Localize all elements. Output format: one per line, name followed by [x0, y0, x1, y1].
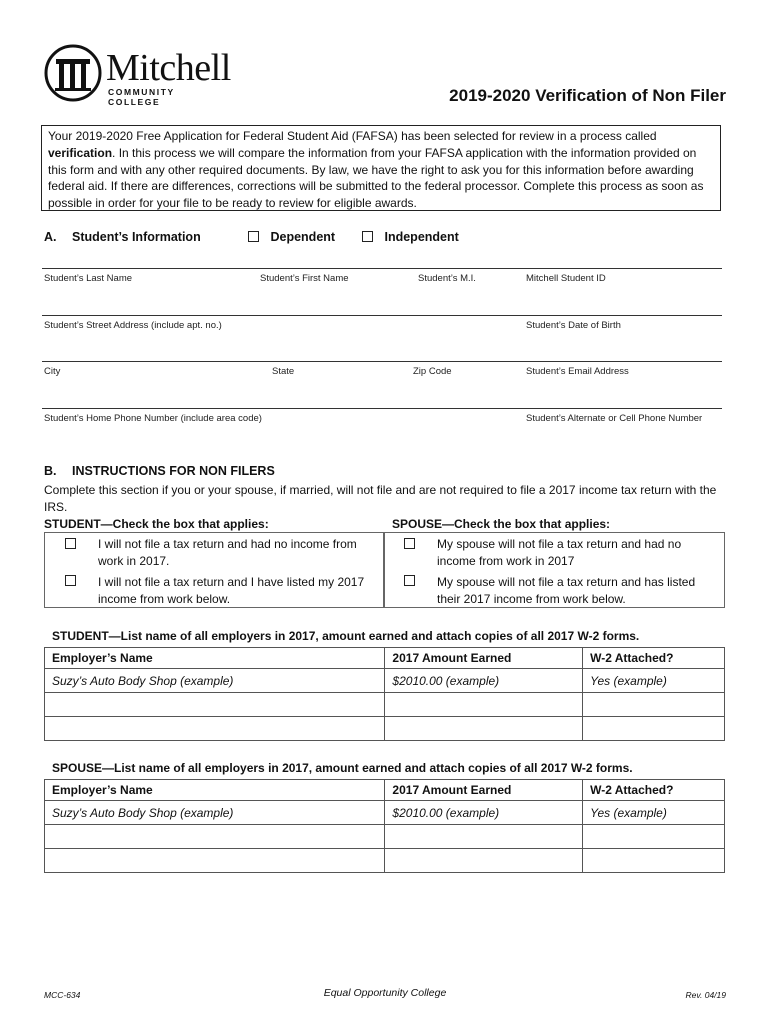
footer-form-number: MCC-634: [44, 990, 81, 1000]
example-w2: Yes (example): [583, 801, 725, 825]
spouse-listed-income-checkbox[interactable]: [404, 575, 415, 586]
amount-cell[interactable]: [385, 693, 583, 717]
footer-revision: Rev. 04/19: [685, 990, 726, 1000]
section-b-title: INSTRUCTIONS FOR NON FILERS: [72, 464, 275, 478]
independent-label: Independent: [384, 230, 459, 244]
label-alt-phone: Student’s Alternate or Cell Phone Number: [526, 413, 703, 424]
form-title: 2019-2020 Verification of Non Filer: [449, 86, 726, 105]
header-w2-attached: W-2 Attached?: [583, 648, 725, 669]
employer-cell[interactable]: [45, 693, 385, 717]
header-amount-earned: 2017 Amount Earned: [385, 648, 583, 669]
student-check-header: STUDENT—Check the box that applies:: [44, 517, 269, 531]
footer-equal-opportunity: Equal Opportunity College: [323, 987, 447, 999]
label-street: Student’s Street Address (include apt. no.): [44, 320, 222, 331]
example-employer: Suzy’s Auto Body Shop (example): [45, 669, 385, 693]
example-amount: $2010.00 (example): [385, 801, 583, 825]
w2-cell[interactable]: [583, 693, 725, 717]
student-no-income-checkbox[interactable]: [65, 538, 76, 549]
student-employers-title: STUDENT—List name of all employers in 2017, amount earned and attach copies of all 2017 W-2 forms.: [52, 629, 640, 643]
intro-text-2: . In this process we will compare the information from your FAFSA application with the information provided on this form and with any other required documents. By law, we have the right to ask you for this information before awarding federal aid. If there are differences, corrections will be submitted to the federal processor. Complete this process as soon as possible in order for your file to be ready to review for eligible awards.: [48, 145, 704, 211]
w2-cell[interactable]: [583, 849, 725, 873]
w2-cell[interactable]: [583, 717, 725, 741]
spouse-listed-income-text: My spouse will not file a tax return and has listed their 2017 income from work below.: [437, 575, 696, 606]
table-row-example: [45, 669, 725, 693]
example-amount: $2010.00 (example): [385, 669, 583, 693]
table-row: [45, 693, 725, 717]
address-line[interactable]: [42, 315, 722, 316]
college-seal-icon: [44, 44, 102, 102]
table-row: [45, 717, 725, 741]
w2-cell[interactable]: [583, 825, 725, 849]
table-row-example: [45, 801, 725, 825]
label-email: Student’s Email Address: [526, 366, 629, 377]
city-line[interactable]: [42, 361, 722, 362]
spouse-check-header: SPOUSE—Check the box that applies:: [392, 517, 611, 531]
amount-cell[interactable]: [385, 717, 583, 741]
section-b-letter: B.: [44, 464, 57, 478]
label-dob: Student’s Date of Birth: [526, 320, 621, 331]
independent-option[interactable]: [362, 230, 459, 244]
table-row: [45, 849, 725, 873]
logo-subtitle: COMMUNITY COLLEGE: [108, 87, 175, 107]
label-state: State: [272, 366, 295, 377]
amount-cell[interactable]: [385, 849, 583, 873]
dependent-checkbox[interactable]: [248, 231, 259, 242]
employer-cell[interactable]: [45, 849, 385, 873]
employer-cell[interactable]: [45, 825, 385, 849]
independent-checkbox[interactable]: [362, 231, 373, 242]
employer-cell[interactable]: [45, 717, 385, 741]
intro-bold: verification: [48, 145, 113, 160]
label-city: City: [44, 366, 61, 377]
spouse-no-income-checkbox[interactable]: [404, 538, 415, 549]
label-first-name: Student’s First Name: [260, 273, 349, 284]
section-a-letter: A.: [44, 230, 57, 244]
header-amount-earned: 2017 Amount Earned: [385, 780, 583, 801]
header-employer-name: Employer’s Name: [45, 780, 385, 801]
name-line[interactable]: [42, 268, 722, 269]
example-w2: Yes (example): [583, 669, 725, 693]
spouse-employers-table: [44, 779, 725, 873]
college-logo: [44, 44, 231, 107]
table-header-row: [45, 648, 725, 669]
section-b-description: Complete this section if you or your spouse, if married, will not file and are not required to file a 2017 income tax return with the IRS.: [44, 483, 717, 514]
section-a-title: Student’s Information: [72, 230, 201, 244]
label-home-phone: Student’s Home Phone Number (include area code): [44, 413, 262, 424]
intro-notice: [41, 125, 721, 211]
amount-cell[interactable]: [385, 825, 583, 849]
label-zip: Zip Code: [413, 366, 452, 377]
spouse-no-income-text: My spouse will not file a tax return and had no income from work in 2017: [437, 537, 682, 568]
header-w2-attached: W-2 Attached?: [583, 780, 725, 801]
student-employers-table: [44, 647, 725, 741]
phone-line[interactable]: [42, 408, 722, 409]
student-no-income-text: I will not file a tax return and had no income from work in 2017.: [98, 537, 357, 568]
example-employer: Suzy’s Auto Body Shop (example): [45, 801, 385, 825]
table-header-row: [45, 780, 725, 801]
label-mi: Student’s M.I.: [418, 273, 476, 284]
spouse-employers-title: SPOUSE—List name of all employers in 2017, amount earned and attach copies of all 2017 W-2 forms.: [52, 761, 633, 775]
label-last-name: Student’s Last Name: [44, 273, 133, 284]
student-listed-income-text: I will not file a tax return and I have listed my 2017 income from work below.: [98, 575, 365, 606]
label-student-id: Mitchell Student ID: [526, 273, 606, 284]
dependent-label: Dependent: [270, 230, 336, 244]
table-row: [45, 825, 725, 849]
header-employer-name: Employer’s Name: [45, 648, 385, 669]
student-listed-income-checkbox[interactable]: [65, 575, 76, 586]
logo-name: Mitchell: [106, 47, 231, 89]
dependent-option[interactable]: [248, 230, 335, 244]
intro-text-1: Your 2019-2020 Free Application for Federal Student Aid (FAFSA) has been selected for review in a process called: [48, 129, 657, 143]
